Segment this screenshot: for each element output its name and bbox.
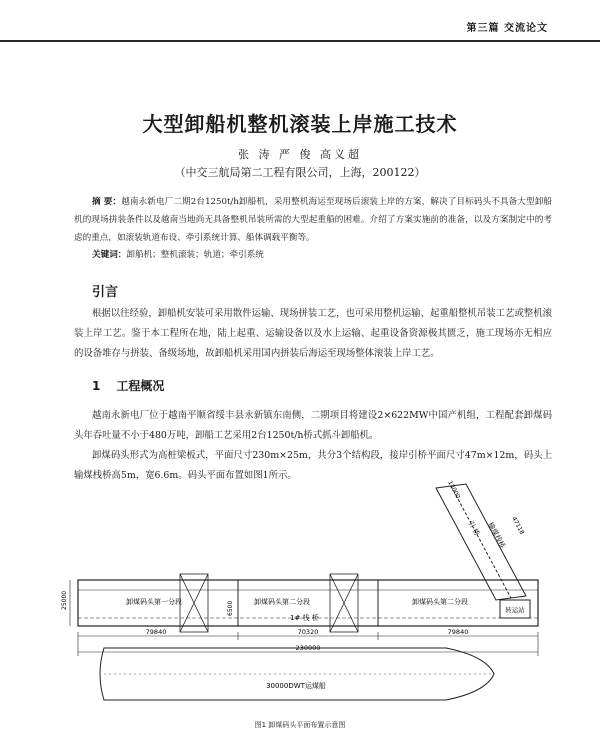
- keywords: [92, 248, 552, 260]
- header-bar: [0, 0, 600, 42]
- segment1-label: 卸煤码头第一分段: [126, 598, 182, 606]
- abstract: [74, 193, 552, 247]
- dim-total: 230000: [295, 644, 321, 652]
- abstract-label: 摘 要：: [92, 197, 122, 207]
- unloader-crane-1: [180, 574, 208, 632]
- approach-bridge: [436, 484, 526, 600]
- article-title: 大型卸船机整机滚装上岸施工技术: [142, 112, 458, 136]
- abstract-text: 越南永新电厂二期2台1250t/h卸船机，采用整机海运至现场后滚装上岸的方案，解决了目标码头不具备大型卸船机的现场拼装条件以及越南当地尚无具备整机吊装所需的大型起重船的困难。介绍了方案实施前的准备，以及方案制定中的考虑的重点，如滚装轨道布设、牵引系统计算、船体调载平衡等。: [74, 197, 552, 243]
- transfer-label: 转运站: [505, 606, 525, 614]
- running-head: 第三篇 交流论文: [466, 23, 548, 34]
- dim-seg3: 79840: [447, 628, 469, 636]
- dim-seg2: 70320: [297, 628, 319, 636]
- unloader-crane-2: [330, 574, 358, 632]
- section1-title: 工程概况: [116, 379, 165, 393]
- keywords-text: 卸船机；整机滚装；轨道；牵引系统: [126, 250, 264, 260]
- berth-label: 1# 栈 桥: [290, 614, 319, 622]
- section1-paragraph1: 越南永新电厂位于越南平顺省绥丰县永新镇东南侧，二期项目将建设2×622MW中国产机组，工程配套卸煤码头年吞吐量不小于480万吨，卸船工艺采用2台1250t/h桥式抓斗卸船机。: [74, 410, 552, 441]
- bridge-label: 引 桥: [466, 519, 481, 538]
- keywords-label: 关键词：: [92, 250, 127, 260]
- dim-mid-height: 6500: [227, 600, 234, 616]
- intro-paragraph: 根据以往经验，卸船机安装可采用散件运输、现场拼装工艺，也可采用整机运输、起重船整机吊装工艺或整机滚装上岸工艺。鉴于本工程所在地，陆上起重、运输设备以及水上运输、起重设备资源极其匮乏，施工现场亦无相应的设备堆存与拼装、备级场地，故卸船机采用国内拼装后海运至现场整体滚装上岸工艺。: [74, 308, 552, 359]
- segment2-label: 卸煤码头第二分段: [254, 598, 310, 606]
- ship-label: 30000DWT运煤船: [266, 682, 326, 690]
- dim-seg1: 79840: [145, 628, 167, 636]
- section1-heading: [92, 377, 164, 394]
- dim-bridge-length: 47118: [510, 515, 526, 536]
- figure-1: [56, 478, 556, 706]
- affiliation: （中交三航局第二工程有限公司，上海，200122）: [174, 166, 426, 179]
- dim-left-height: 25000: [61, 590, 68, 610]
- segment3-label: 卸煤码头第二分段: [412, 598, 468, 606]
- section1-number: 1: [92, 379, 101, 393]
- conveyor-label: 输煤栈桥: [486, 521, 507, 550]
- wharf-layout-diagram: [56, 478, 556, 706]
- dim-bridge-width: 12000: [446, 479, 462, 500]
- section1-paragraph2: 卸煤码头形式为高桩梁板式，平面尺寸230m×25m，共分3个结构段，接岸引桥平面尺寸47m×12m，码头上输煤栈桥高5m，宽6.6m。码头平面布置如图1所示。: [74, 450, 552, 481]
- figure-caption: 图1 卸煤码头平面布置示意图: [254, 721, 346, 729]
- intro-heading: 引言: [92, 285, 119, 300]
- authors: 张 涛 严 俊 高义超: [238, 148, 362, 161]
